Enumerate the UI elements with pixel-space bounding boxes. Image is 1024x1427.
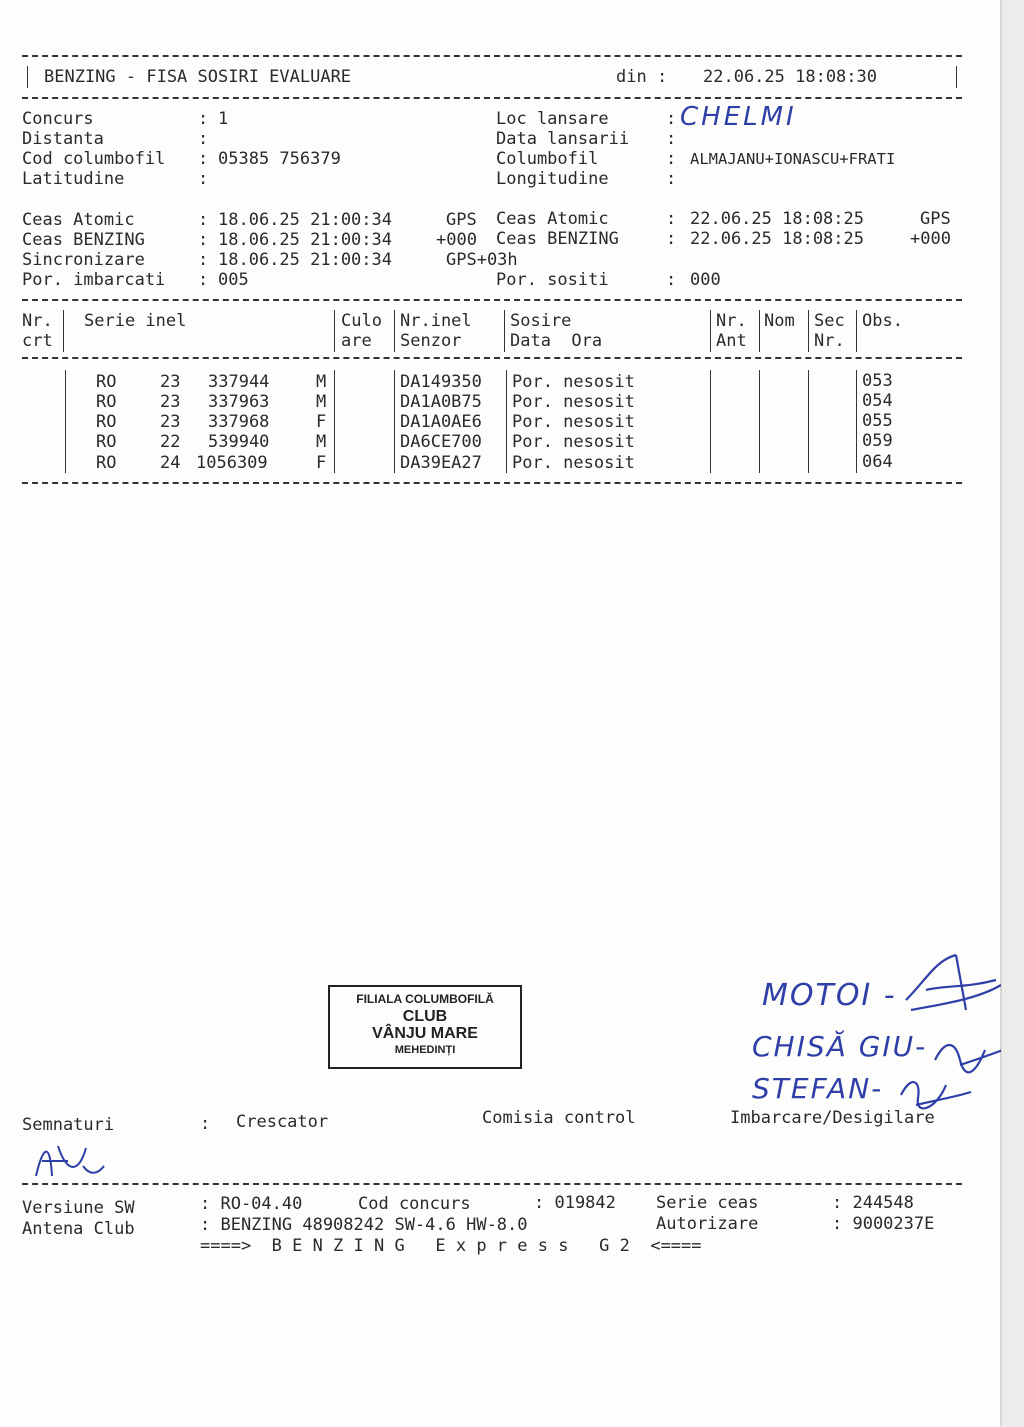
cell-ring: 337944 bbox=[208, 372, 270, 392]
footer-label: Versiune SW bbox=[22, 1198, 135, 1218]
cell-ring: 337963 bbox=[208, 392, 270, 412]
divider-line bbox=[22, 482, 962, 484]
column-separator bbox=[710, 370, 711, 473]
column-separator bbox=[710, 310, 711, 352]
col-header: Nr. bbox=[716, 311, 747, 331]
column-separator bbox=[856, 370, 857, 473]
col-header: crt bbox=[22, 331, 53, 351]
info-label: Concurs bbox=[22, 109, 94, 129]
colon: : bbox=[666, 229, 677, 249]
info-label: Loc lansare bbox=[496, 109, 609, 129]
col-header: Sosire bbox=[510, 311, 572, 331]
divider-line bbox=[22, 97, 962, 99]
column-separator bbox=[334, 310, 335, 352]
clock-label: Por. sositi bbox=[496, 270, 609, 290]
cell-sex: M bbox=[316, 392, 327, 412]
column-separator bbox=[808, 310, 809, 352]
col-header: Data Ora bbox=[510, 331, 603, 351]
handwritten-name: CHISĂ GIU- bbox=[752, 1030, 928, 1063]
cell-obs: 064 bbox=[862, 452, 893, 472]
por-imbarcati-value: 005 bbox=[218, 270, 249, 290]
colon: : bbox=[198, 250, 209, 270]
cell-sex: F bbox=[316, 412, 327, 432]
clock-suffix: +000 bbox=[436, 230, 477, 250]
stamp-line: FILIALA COLUMBOFILĂ bbox=[356, 992, 494, 1006]
clock-value: 18.06.25 21:00:34 bbox=[218, 210, 392, 230]
clock-label: Sincronizare bbox=[22, 250, 145, 270]
colon: : bbox=[198, 149, 209, 169]
cell-year: 23 bbox=[160, 372, 181, 392]
footer-label: Cod concurs bbox=[358, 1194, 471, 1214]
info-label: Distanta bbox=[22, 129, 104, 149]
colon: : bbox=[666, 109, 677, 129]
footer-label: Antena Club bbox=[22, 1219, 135, 1239]
col-header: are bbox=[341, 331, 372, 351]
stamp-line: CLUB bbox=[402, 1008, 448, 1025]
cell-ring: 539940 bbox=[208, 432, 270, 452]
border-bar bbox=[27, 66, 28, 88]
stamp-line: VÂNJU MARE bbox=[372, 1025, 478, 1042]
footer-value: : 9000237E bbox=[832, 1214, 935, 1234]
cell-country: RO bbox=[96, 453, 117, 473]
concurs-value: 1 bbox=[218, 109, 229, 129]
cell-sex: M bbox=[316, 432, 327, 452]
cell-country: RO bbox=[96, 392, 117, 412]
loc-lansare-handwritten: CHELMI bbox=[680, 102, 797, 132]
cell-sensor: DA1A0AE6 bbox=[400, 412, 482, 432]
footer-label: Serie ceas bbox=[656, 1193, 759, 1213]
cell-ring: 1056309 bbox=[196, 453, 268, 473]
clock-label: Ceas BENZING bbox=[22, 230, 145, 250]
cell-year: 23 bbox=[160, 392, 181, 412]
cell-sex: F bbox=[316, 453, 327, 473]
date-label: din : bbox=[616, 67, 668, 87]
colon: : bbox=[198, 210, 209, 230]
clock-value: 18.06.25 21:00:34 bbox=[218, 250, 392, 270]
footer-value: : 244548 bbox=[832, 1193, 914, 1213]
signature-mark bbox=[896, 950, 1006, 1020]
cell-sensor: DA6CE700 bbox=[400, 432, 482, 452]
cell-sensor: DA149350 bbox=[400, 372, 482, 392]
cell-status: Por. nesosit bbox=[512, 372, 635, 392]
colon: : bbox=[198, 129, 209, 149]
column-separator bbox=[394, 370, 395, 473]
document-date: 22.06.25 18:08:30 bbox=[703, 67, 877, 87]
cell-year: 23 bbox=[160, 412, 181, 432]
cell-status: Por. nesosit bbox=[512, 453, 635, 473]
col-header: Obs. bbox=[862, 311, 903, 331]
info-label: Columbofil bbox=[496, 149, 599, 169]
colon: : bbox=[666, 129, 677, 149]
col-header: Serie inel bbox=[84, 311, 187, 331]
cod-columbofil-value: 05385 756379 bbox=[218, 149, 341, 169]
col-header: Ant bbox=[716, 331, 747, 351]
clock-suffix: GPS bbox=[920, 209, 951, 229]
col-header: Nom bbox=[764, 311, 795, 331]
clock-value: 22.06.25 18:08:25 bbox=[690, 209, 864, 229]
footer-label: Autorizare bbox=[656, 1214, 759, 1234]
columbofil-value: ALMAJANU+IONASCU+FRATI bbox=[690, 150, 896, 168]
document-title: BENZING - FISA SOSIRI EVALUARE bbox=[44, 67, 352, 87]
imbarcare-label: Imbarcare/Desigilare bbox=[730, 1108, 935, 1128]
club-stamp bbox=[328, 985, 522, 1069]
info-label: Data lansarii bbox=[496, 129, 630, 149]
cell-year: 22 bbox=[160, 432, 181, 452]
comisia-label: Comisia control bbox=[482, 1108, 636, 1128]
column-separator bbox=[394, 310, 395, 352]
cell-obs: 053 bbox=[862, 371, 893, 391]
cell-country: RO bbox=[96, 412, 117, 432]
colon: : bbox=[198, 270, 209, 290]
cell-country: RO bbox=[96, 372, 117, 392]
column-separator bbox=[808, 370, 809, 473]
column-separator bbox=[334, 370, 335, 473]
semnaturi-label: Semnaturi bbox=[22, 1115, 115, 1135]
colon: : bbox=[200, 1114, 211, 1134]
divider-line bbox=[22, 1183, 962, 1185]
column-separator bbox=[759, 310, 760, 352]
clock-suffix: +000 bbox=[910, 229, 951, 249]
cell-status: Por. nesosit bbox=[512, 432, 635, 452]
clock-value: 18.06.25 21:00:34 bbox=[218, 230, 392, 250]
divider-line bbox=[22, 299, 962, 301]
cell-obs: 059 bbox=[862, 431, 893, 451]
colon: : bbox=[666, 209, 677, 229]
divider-line bbox=[22, 55, 962, 57]
clock-value: 22.06.25 18:08:25 bbox=[690, 229, 864, 249]
footer-value: : 019842 bbox=[534, 1193, 616, 1213]
colon: : bbox=[198, 109, 209, 129]
cell-sex: M bbox=[316, 372, 327, 392]
col-header: Senzor bbox=[400, 331, 462, 351]
clock-label: Por. imbarcati bbox=[22, 270, 166, 290]
cell-sensor: DA1A0B75 bbox=[400, 392, 482, 412]
column-separator bbox=[759, 370, 760, 473]
cell-status: Por. nesosit bbox=[512, 392, 635, 412]
handwritten-name: STEFAN- bbox=[752, 1072, 884, 1105]
col-header: Nr. bbox=[22, 311, 53, 331]
crescator-label: Crescator bbox=[236, 1112, 329, 1132]
column-separator bbox=[856, 310, 857, 352]
clock-label: Ceas Atomic bbox=[22, 210, 135, 230]
cell-sensor: DA39EA27 bbox=[400, 453, 482, 473]
info-label: Longitudine bbox=[496, 169, 609, 189]
clock-label: Ceas BENZING bbox=[496, 229, 619, 249]
cell-status: Por. nesosit bbox=[512, 412, 635, 432]
column-separator bbox=[506, 370, 507, 473]
signature-mark bbox=[28, 1136, 108, 1186]
col-header: Nr.inel bbox=[400, 311, 472, 331]
cell-year: 24 bbox=[160, 453, 181, 473]
colon: : bbox=[666, 169, 677, 189]
cell-obs: 054 bbox=[862, 391, 893, 411]
handwritten-name: MOTOI - bbox=[762, 978, 897, 1013]
footer-value: : RO-04.40 bbox=[200, 1194, 303, 1214]
col-header: Nr. bbox=[814, 331, 845, 351]
divider-line bbox=[22, 357, 962, 359]
column-separator bbox=[65, 370, 66, 473]
cell-country: RO bbox=[96, 432, 117, 452]
column-separator bbox=[63, 310, 64, 352]
colon: : bbox=[198, 169, 209, 189]
por-sositi-value: 000 bbox=[690, 270, 721, 290]
page-edge bbox=[1001, 0, 1024, 1427]
colon: : bbox=[666, 270, 677, 290]
cell-ring: 337968 bbox=[208, 412, 270, 432]
info-label: Latitudine bbox=[22, 169, 125, 189]
col-header: Sec bbox=[814, 311, 845, 331]
column-separator bbox=[504, 310, 505, 352]
clock-suffix: GPS+03h bbox=[446, 250, 518, 270]
clock-label: Ceas Atomic bbox=[496, 209, 609, 229]
brand-line: ====> B E N Z I N G E x p r e s s G 2 <==== bbox=[200, 1236, 702, 1256]
info-label: Cod columbofil bbox=[22, 149, 166, 169]
footer-value: : BENZING 48908242 SW-4.6 HW-8.0 bbox=[200, 1215, 528, 1235]
col-header: Culo bbox=[341, 311, 382, 331]
cell-obs: 055 bbox=[862, 411, 893, 431]
colon: : bbox=[198, 230, 209, 250]
stamp-line: MEHEDINȚI bbox=[394, 1044, 456, 1056]
colon: : bbox=[666, 149, 677, 169]
border-bar bbox=[956, 66, 957, 88]
clock-suffix: GPS bbox=[446, 210, 477, 230]
